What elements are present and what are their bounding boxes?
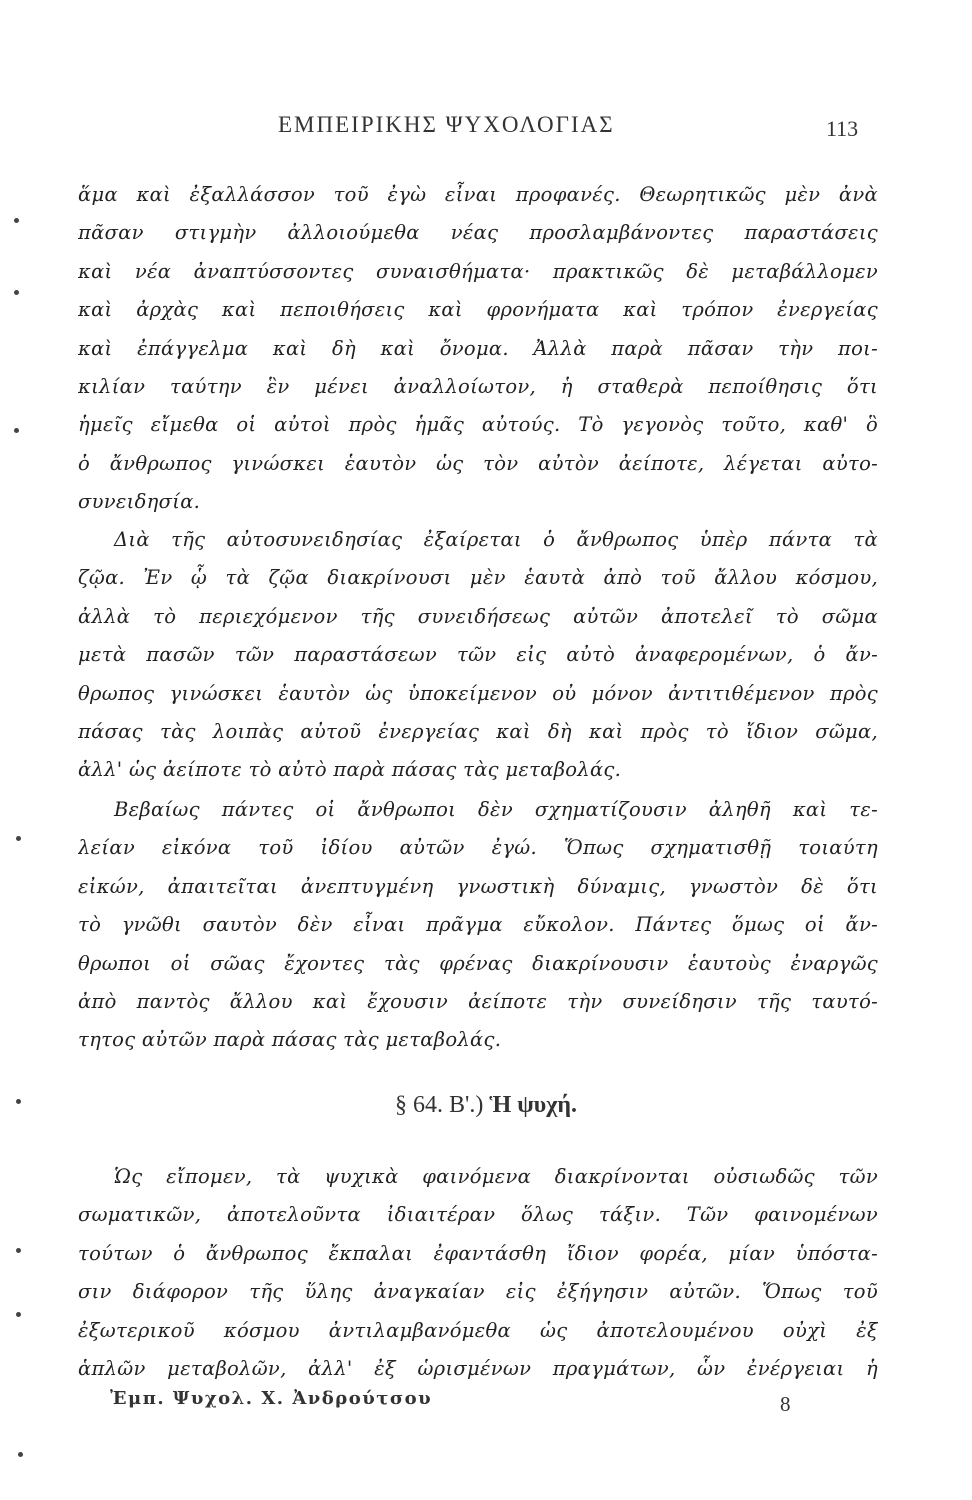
text-line: πάσας τὰς λοιπὰς αὐτοῦ ἐνεργείας καὶ δὴ καὶ πρὸς τὸ ἴδιον σῶμα,	[78, 719, 878, 743]
text-line: ὁ ἄνθρωπος γινώσκει ἑαυτὸν ὡς τὸν αὐτὸν ἀείποτε, λέγεται αὐτο-	[78, 451, 878, 475]
text-line: συνειδησία.	[78, 490, 201, 514]
paragraph-1	[78, 176, 878, 522]
margin-speck	[16, 1248, 21, 1253]
margin-speck	[16, 1099, 21, 1104]
section-title: Ἡ ψυχή.	[489, 1092, 577, 1118]
text-line: ἁπλῶν μεταβολῶν, ἀλλ' ἐξ ὡρισμένων πραγμάτων, ὧν ἐνέργειαι ἡ	[78, 1356, 878, 1380]
margin-speck	[14, 428, 19, 433]
text-line: τητος αὐτῶν παρὰ πάσας τὰς μεταβολάς.	[78, 1028, 502, 1052]
page-number: 113	[826, 116, 859, 141]
text-line: Ὡς εἴπομεν, τὰ ψυχικὰ φαινόμενα διακρίνονται οὐσιωδῶς τῶν	[114, 1165, 878, 1188]
text-line: σιν διάφορον τῆς ὕλης ἀναγκαίαν εἰς ἐξήγησιν αὐτῶν. Ὅπως τοῦ	[78, 1280, 878, 1304]
text-line: ἐξωτερικοῦ κόσμου ἀντιλαμβανόμεθα ὡς ἀποτελουμένου οὐχὶ ἐξ	[78, 1318, 878, 1342]
section-heading	[0, 1092, 972, 1119]
text-line: καὶ ἐπάγγελμα καὶ δὴ καὶ ὄνομα. Ἀλλὰ παρὰ πᾶσαν τὴν ποι-	[78, 336, 878, 360]
text-line: καὶ νέα ἀναπτύσσοντες συναισθήματα· πρακτικῶς δὲ μεταβάλλομεν	[78, 259, 878, 283]
text-line: κιλίαν ταύτην ἓν μένει ἀναλλοίωτον, ἡ σταθερὰ πεποίθησις ὅτι	[78, 374, 878, 398]
text-line: καὶ ἀρχὰς καὶ πεποιθήσεις καὶ φρονήματα καὶ τρόπον ἐνεργείας	[78, 298, 878, 322]
text-line: πᾶσαν στιγμὴν ἀλλοιούμεθα νέας προσλαμβάνοντες παραστάσεις	[78, 221, 878, 245]
running-title: ΕΜΠΕΙΡΙΚΗΣ ΨΥΧΟΛΟΓΙΑΣ	[278, 112, 615, 137]
text-line: Διὰ τῆς αὐτοσυνειδησίας ἐξαίρεται ὁ ἄνθρωπος ὑπὲρ πάντα τὰ	[114, 528, 878, 551]
text-line: Βεβαίως πάντες οἱ ἄνθρωποι δὲν σχηματίζουσιν ἀληθῆ καὶ τε-	[114, 798, 878, 821]
margin-speck	[14, 290, 19, 295]
margin-speck	[16, 1312, 21, 1317]
paragraph-2	[78, 521, 878, 790]
text-line: εἰκών, ἀπαιτεῖται ἀνεπτυγμένη γνωστικὴ δύναμις, γνωστὸν δὲ ὅτι	[78, 874, 878, 898]
text-line: σωματικῶν, ἀποτελοῦντα ἰδιαιτέραν ὅλως τάξιν. Τῶν φαινομένων	[78, 1203, 878, 1227]
text-line: τούτων ὁ ἄνθρωπος ἔκπαλαι ἐφαντάσθη ἴδιον φορέα, μίαν ὑπόστα-	[78, 1241, 878, 1265]
paragraph-3	[78, 791, 878, 1060]
text-line: ἅμα καὶ ἐξαλλάσσον τοῦ ἐγὼ εἶναι προφανές. Θεωρητικῶς μὲν ἀνὰ	[78, 183, 878, 206]
margin-speck	[18, 1452, 23, 1457]
signature-number: 8	[780, 1392, 791, 1416]
footer-signature: Ἐμπ. Ψυχολ. Χ. Ἀνδρούτσου	[110, 1388, 433, 1409]
text-line: λείαν εἰκόνα τοῦ ἰδίου αὐτῶν ἐγώ. Ὅπως σχηματισθῇ τοιαύτη	[78, 836, 878, 860]
text-line: μετὰ πασῶν τῶν παραστάσεων τῶν εἰς αὐτὸ ἀναφερομένων, ὁ ἄν-	[78, 643, 878, 667]
text-line: ἀλλ' ὡς ἀείποτε τὸ αὐτὸ παρὰ πάσας τὰς μεταβολάς.	[78, 758, 622, 782]
text-line: θρωποι οἱ σῶας ἔχοντες τὰς φρένας διακρίνουσιν ἑαυτοὺς ἐναργῶς	[78, 951, 878, 975]
margin-speck	[16, 836, 21, 841]
section-number: § 64. Β'.)	[395, 1092, 484, 1118]
margin-speck	[14, 218, 19, 223]
text-line: ἀπὸ παντὸς ἄλλου καὶ ἔχουσιν ἀείποτε τὴν συνείδησιν τῆς ταυτό-	[78, 989, 878, 1013]
text-line: ἀλλὰ τὸ περιεχόμενον τῆς συνειδήσεως αὐτῶν ἀποτελεῖ τὸ σῶμα	[78, 604, 878, 628]
text-line: θρωπος γινώσκει ἑαυτὸν ὡς ὑποκείμενον οὐ μόνον ἀντιτιθέμενον πρὸς	[78, 681, 878, 705]
text-line: ἡμεῖς εἴμεθα οἱ αὐτοὶ πρὸς ἡμᾶς αὐτούς. Τὸ γεγονὸς τοῦτο, καθ' ὃ	[78, 413, 878, 437]
text-line: ζῷα. Ἐν ᾧ τὰ ζῷα διακρίνουσι μὲν ἑαυτὰ ἀπὸ τοῦ ἄλλου κόσμου,	[78, 566, 878, 590]
paragraph-4	[78, 1158, 878, 1388]
text-line: τὸ γνῶθι σαυτὸν δὲν εἶναι πρᾶγμα εὔκολον. Πάντες ὅμως οἱ ἄν-	[78, 913, 878, 937]
